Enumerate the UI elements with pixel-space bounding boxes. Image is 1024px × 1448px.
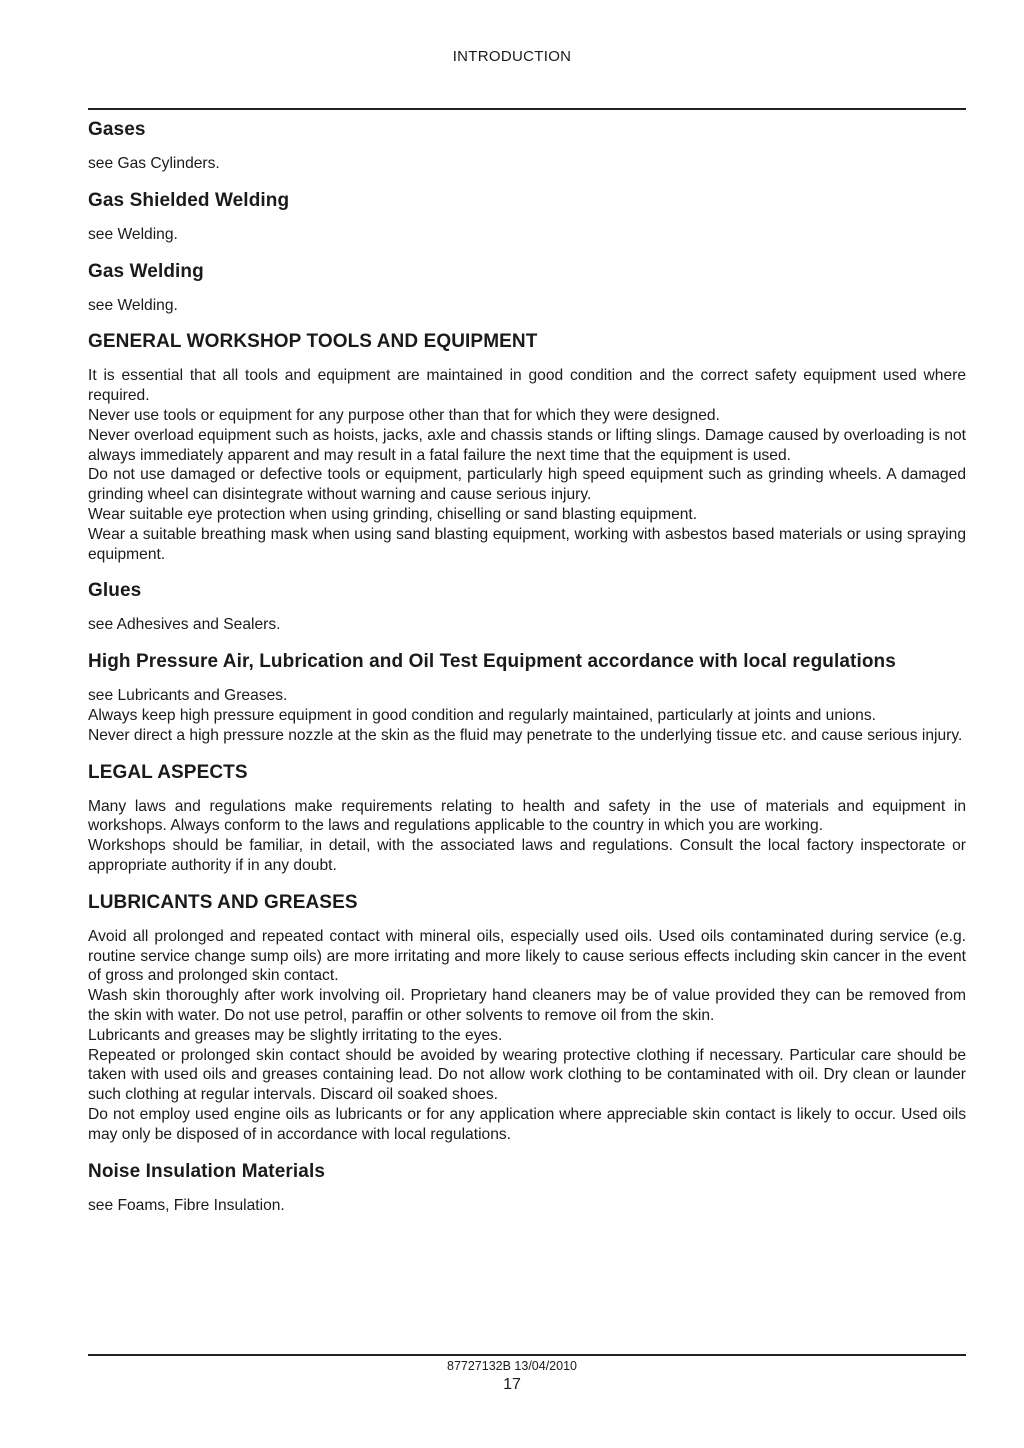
paragraph: Wear a suitable breathing mask when using sand blasting equipment, working with asbestos based materials or using spraying equipment. [88, 525, 966, 563]
section-high-pressure-air [88, 648, 966, 745]
section-heading: Noise Insulation Materials [88, 1160, 325, 1182]
section-heading: High Pressure Air, Lubrication and Oil Test Equipment accordance with local regulations [88, 651, 896, 673]
section-gas-shielded-welding [88, 187, 966, 245]
section-heading: GENERAL WORKSHOP TOOLS AND EQUIPMENT [88, 331, 538, 353]
paragraph: see Welding. [88, 225, 178, 243]
paragraph: Wash skin thoroughly after work involving oil. Proprietary hand cleaners may be of value provided they can be removed from the skin with water. Do not use petrol, paraffin or other solvents to remove oil from the skin. [88, 987, 966, 1024]
section-heading: Gas Shielded Welding [88, 189, 290, 211]
paragraph: Do not use damaged or defective tools or equipment, particularly high speed equipment such as grinding wheels. A damaged grinding wheel can disintegrate without warning and cause serious injury. [88, 466, 966, 504]
paragraph: Do not employ used engine oils as lubricants or for any application where appreciable skin contact is likely to occur. Used oils may only be disposed of in accordance with local regulations. [88, 1105, 966, 1143]
section-general-workshop-tools [88, 328, 966, 564]
paragraph: see Adhesives and Sealers. [88, 616, 281, 634]
section-lubricants-and-greases [88, 889, 966, 1145]
header-rule [88, 108, 966, 110]
document-code: 87727132B 13/04/2010 [447, 1359, 577, 1373]
paragraph: see Lubricants and Greases. [88, 687, 288, 705]
section-heading: Gases [88, 119, 146, 140]
footer-rule [88, 1354, 966, 1356]
paragraph: Never direct a high pressure nozzle at the skin as the fluid may penetrate to the underlying tissue etc. and cause serious injury. [88, 726, 963, 744]
section-heading: LUBRICANTS AND GREASES [88, 891, 358, 913]
paragraph: Never overload equipment such as hoists, jacks, axle and chassis stands or lifting slings. Damage caused by overloading is not always immediately apparent and may result in a fatal failure the next time that the equipment is used. [88, 426, 966, 464]
paragraph: Many laws and regulations make requirements relating to health and safety in the use of materials and equipment in workshops. Always conform to the laws and regulations applicable to the country in which you are working. [88, 797, 966, 835]
paragraph: Workshops should be familiar, in detail, with the associated laws and regulations. Consult the local factory inspectorate or appropriate authority if in any doubt. [88, 837, 966, 874]
paragraph: Avoid all prolonged and repeated contact with mineral oils, especially used oils. Used oils contaminated during service (e.g. routine service change sump oils) are more irritating and more likely to cause serious effects including skin cancer in the event of gross and prolonged skin contact. [88, 927, 966, 985]
paragraph: Never use tools or equipment for any purpose other than that for which they were designed. [88, 406, 720, 424]
section-gas-welding [88, 258, 966, 316]
paragraph: It is essential that all tools and equipment are maintained in good condition and the correct safety equipment used where required. [88, 367, 966, 405]
document-body [88, 116, 966, 1228]
paragraph: see Gas Cylinders. [88, 155, 220, 172]
paragraph: Wear suitable eye protection when using grinding, chiselling or sand blasting equipment. [88, 505, 698, 523]
page-number: 17 [503, 1376, 521, 1393]
section-heading: Glues [88, 580, 142, 602]
paragraph: see Welding. [88, 296, 178, 314]
paragraph: see Foams, Fibre Insulation. [88, 1196, 285, 1214]
section-gases [88, 116, 966, 174]
page-header: INTRODUCTION [452, 48, 572, 65]
section-heading: Gas Welding [88, 260, 204, 282]
section-glues [88, 577, 966, 635]
section-legal-aspects [88, 759, 966, 876]
paragraph: Always keep high pressure equipment in good condition and regularly maintained, particularly at joints and unions. [88, 706, 876, 724]
section-heading: LEGAL ASPECTS [88, 761, 248, 783]
paragraph: Repeated or prolonged skin contact should be avoided by wearing protective clothing if necessary. Particular care should be taken with used oils and greases containing lead. Do not allow work clothing to be contaminated with oil. Dry clean or launder such clothing at regular intervals. Discard oil soaked shoes. [88, 1046, 966, 1104]
paragraph: Lubricants and greases may be slightly irritating to the eyes. [88, 1026, 503, 1044]
section-noise-insulation [88, 1158, 966, 1216]
